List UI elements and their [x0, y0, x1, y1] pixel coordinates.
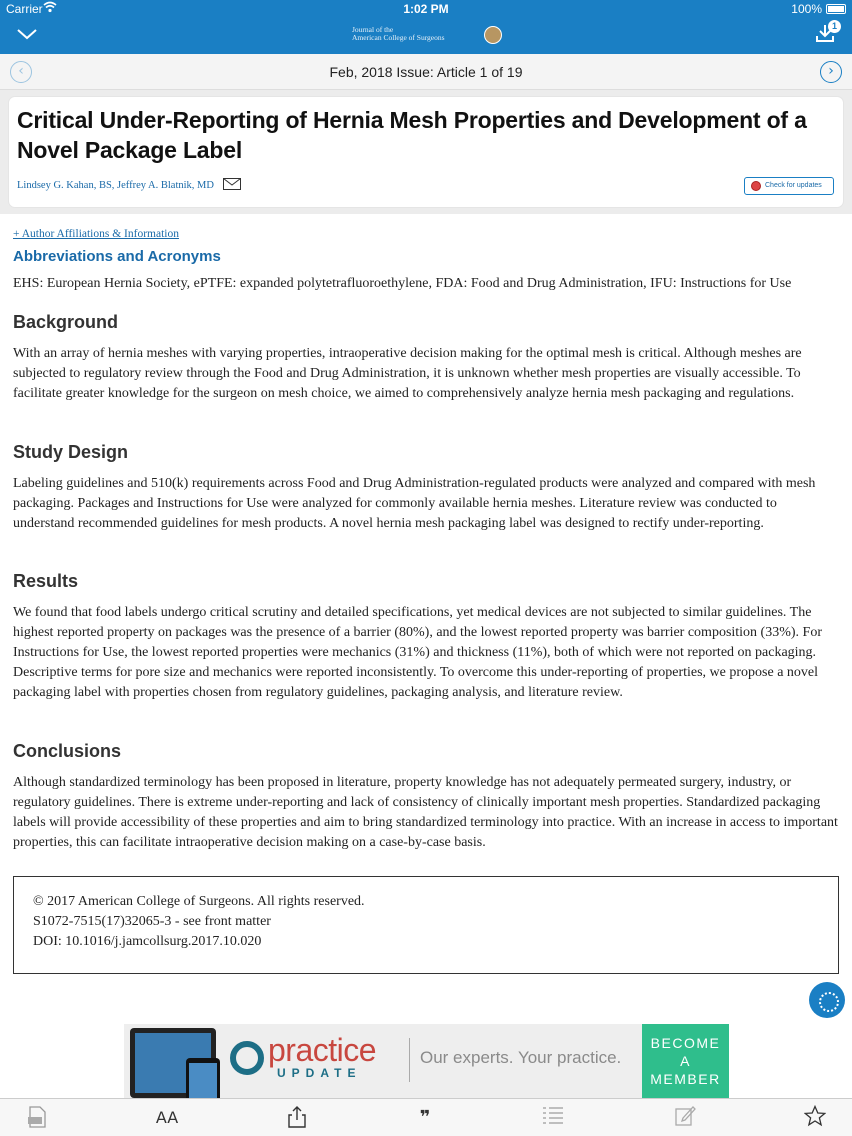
cta-line1: BECOME — [650, 1035, 721, 1051]
check-updates-label: Check for updates — [765, 182, 822, 189]
cta-line2: A — [680, 1053, 691, 1069]
battery-icon — [826, 4, 846, 14]
check-updates-icon — [751, 181, 761, 191]
download-badge: 1 — [828, 20, 841, 33]
ad-brand-sub: UPDATE — [277, 1066, 362, 1080]
practice-update-logo-icon — [230, 1041, 264, 1075]
loading-spinner-button[interactable] — [809, 982, 845, 1018]
advertisement-banner[interactable] — [124, 1024, 729, 1098]
pii-line: S1072-7515(17)32065-3 - see front matter — [33, 914, 271, 929]
doi-line: DOI: 10.1016/j.jamcollsurg.2017.10.020 — [33, 934, 262, 949]
devices-image — [130, 1028, 222, 1098]
quote-icon[interactable]: ❞ — [419, 1107, 431, 1128]
issue-title: Feb, 2018 Issue: Article 1 of 19 — [329, 64, 523, 80]
issue-bar — [0, 54, 852, 90]
next-article-button[interactable]: › — [820, 61, 842, 83]
carrier-label: Carrier — [6, 2, 43, 16]
share-icon[interactable] — [284, 1105, 310, 1131]
results-text: We found that food labels undergo critical scrutiny and detailed specifications, yet medical devices are not subjected to similar guidelines. The highest reported property on packages was the presence of a barrier (80%), and the lowest reported property was barrier composition (33%). For Instructions for Use, the lowest reported properties were mechanics (31%) and thickness (11%), both of which were not reported on packaging. Descriptive terms for pore size and mechanics were reported inconsistently. To overcome this under-reporting of properties, we propose a novel packaging label with properties chosen from regulatory guidelines, packaging analysis, and literature review. — [13, 605, 822, 700]
ad-brand: practice — [268, 1032, 377, 1068]
clock: 1:02 PM — [403, 2, 449, 16]
note-icon[interactable] — [672, 1105, 698, 1131]
journal-line1: Journal of the — [352, 25, 394, 34]
conclusions-text: Although standardized terminology has been proposed in literature, property knowledge has not adequately permeated surgery, industry, or regulatory guidelines. There is extreme under-reporting and lack of consistency of clinically important mesh properties. Standardized packaging labels will provide accessibility of these properties and aim to bring standardized terminology into practice. With an increase in access to important properties, this can facilitate intraoperative decision making on a case-by-case basis. — [13, 775, 838, 850]
journal-logo — [352, 26, 502, 46]
abbreviations-text: EHS: European Hernia Society, ePTFE: expanded polytetrafluoroethylene, FDA: Food and Drug Administration, IFU: Instructions for Use — [13, 276, 792, 291]
top-bar — [0, 0, 852, 54]
journal-line2: American College of Surgeons — [352, 33, 445, 42]
article-header-card — [9, 97, 843, 207]
ad-divider — [409, 1038, 410, 1082]
article-title: Critical Under-Reporting of Hernia Mesh Properties and Development of a Novel Package Label — [17, 107, 807, 163]
cta-line3: MEMBER — [650, 1071, 721, 1087]
text-size-icon[interactable] — [154, 1105, 180, 1131]
list-icon[interactable] — [540, 1105, 566, 1131]
become-member-button[interactable] — [642, 1024, 729, 1098]
previous-article-button[interactable]: ‹ — [10, 61, 32, 83]
conclusions-heading: Conclusions — [13, 741, 122, 761]
copyright-box — [13, 876, 839, 974]
ad-tagline: Our experts. Your practice. — [420, 1048, 622, 1067]
pdf-icon[interactable] — [24, 1105, 50, 1131]
copyright-line: © 2017 American College of Surgeons. All rights reserved. — [33, 894, 365, 909]
star-icon[interactable] — [802, 1105, 828, 1131]
check-updates-button[interactable] — [744, 177, 834, 195]
college-seal-icon — [484, 26, 502, 44]
battery-percent: 100% — [791, 2, 822, 16]
study-design-text: Labeling guidelines and 510(k) requirements across Food and Drug Administration-regulated products were analyzed and compared with mesh packaging. Packages and Instructions for Use were analyzed for commonly available hernia meshes. Literature review was conducted to understand recommended guidelines for mesh products. A novel hernia mesh packaging label was designed to rectify under-reporting. — [13, 476, 816, 531]
phone-image — [186, 1058, 220, 1098]
collapse-chevron-icon[interactable] — [14, 24, 40, 44]
results-heading: Results — [13, 571, 79, 591]
background-text: With an array of hernia meshes with varying properties, intraoperative decision making for the optimal mesh is critical. Although meshes are subjected to regulatory review through the Food and Drug Administration, it is unknown whether mesh properties are visually accessible. To facilitate greater knowledge for the surgeon on mesh choice, we aimed to comprehensively analyze hernia mesh packaging and regulations. — [13, 346, 802, 401]
article-authors[interactable]: Lindsey G. Kahan, BS, Jeffrey A. Blatnik, MD — [17, 180, 214, 191]
background-heading: Background — [13, 312, 119, 332]
author-affiliations-link[interactable]: + Author Affiliations & Information — [13, 228, 179, 240]
email-icon[interactable] — [223, 177, 241, 189]
abbreviations-heading: Abbreviations and Acronyms — [13, 248, 221, 265]
download-button[interactable] — [814, 22, 838, 46]
bottom-toolbar — [0, 1098, 852, 1136]
status-bar — [0, 0, 852, 18]
text-size-label: AA — [155, 1108, 179, 1127]
study-design-heading: Study Design — [13, 442, 129, 462]
